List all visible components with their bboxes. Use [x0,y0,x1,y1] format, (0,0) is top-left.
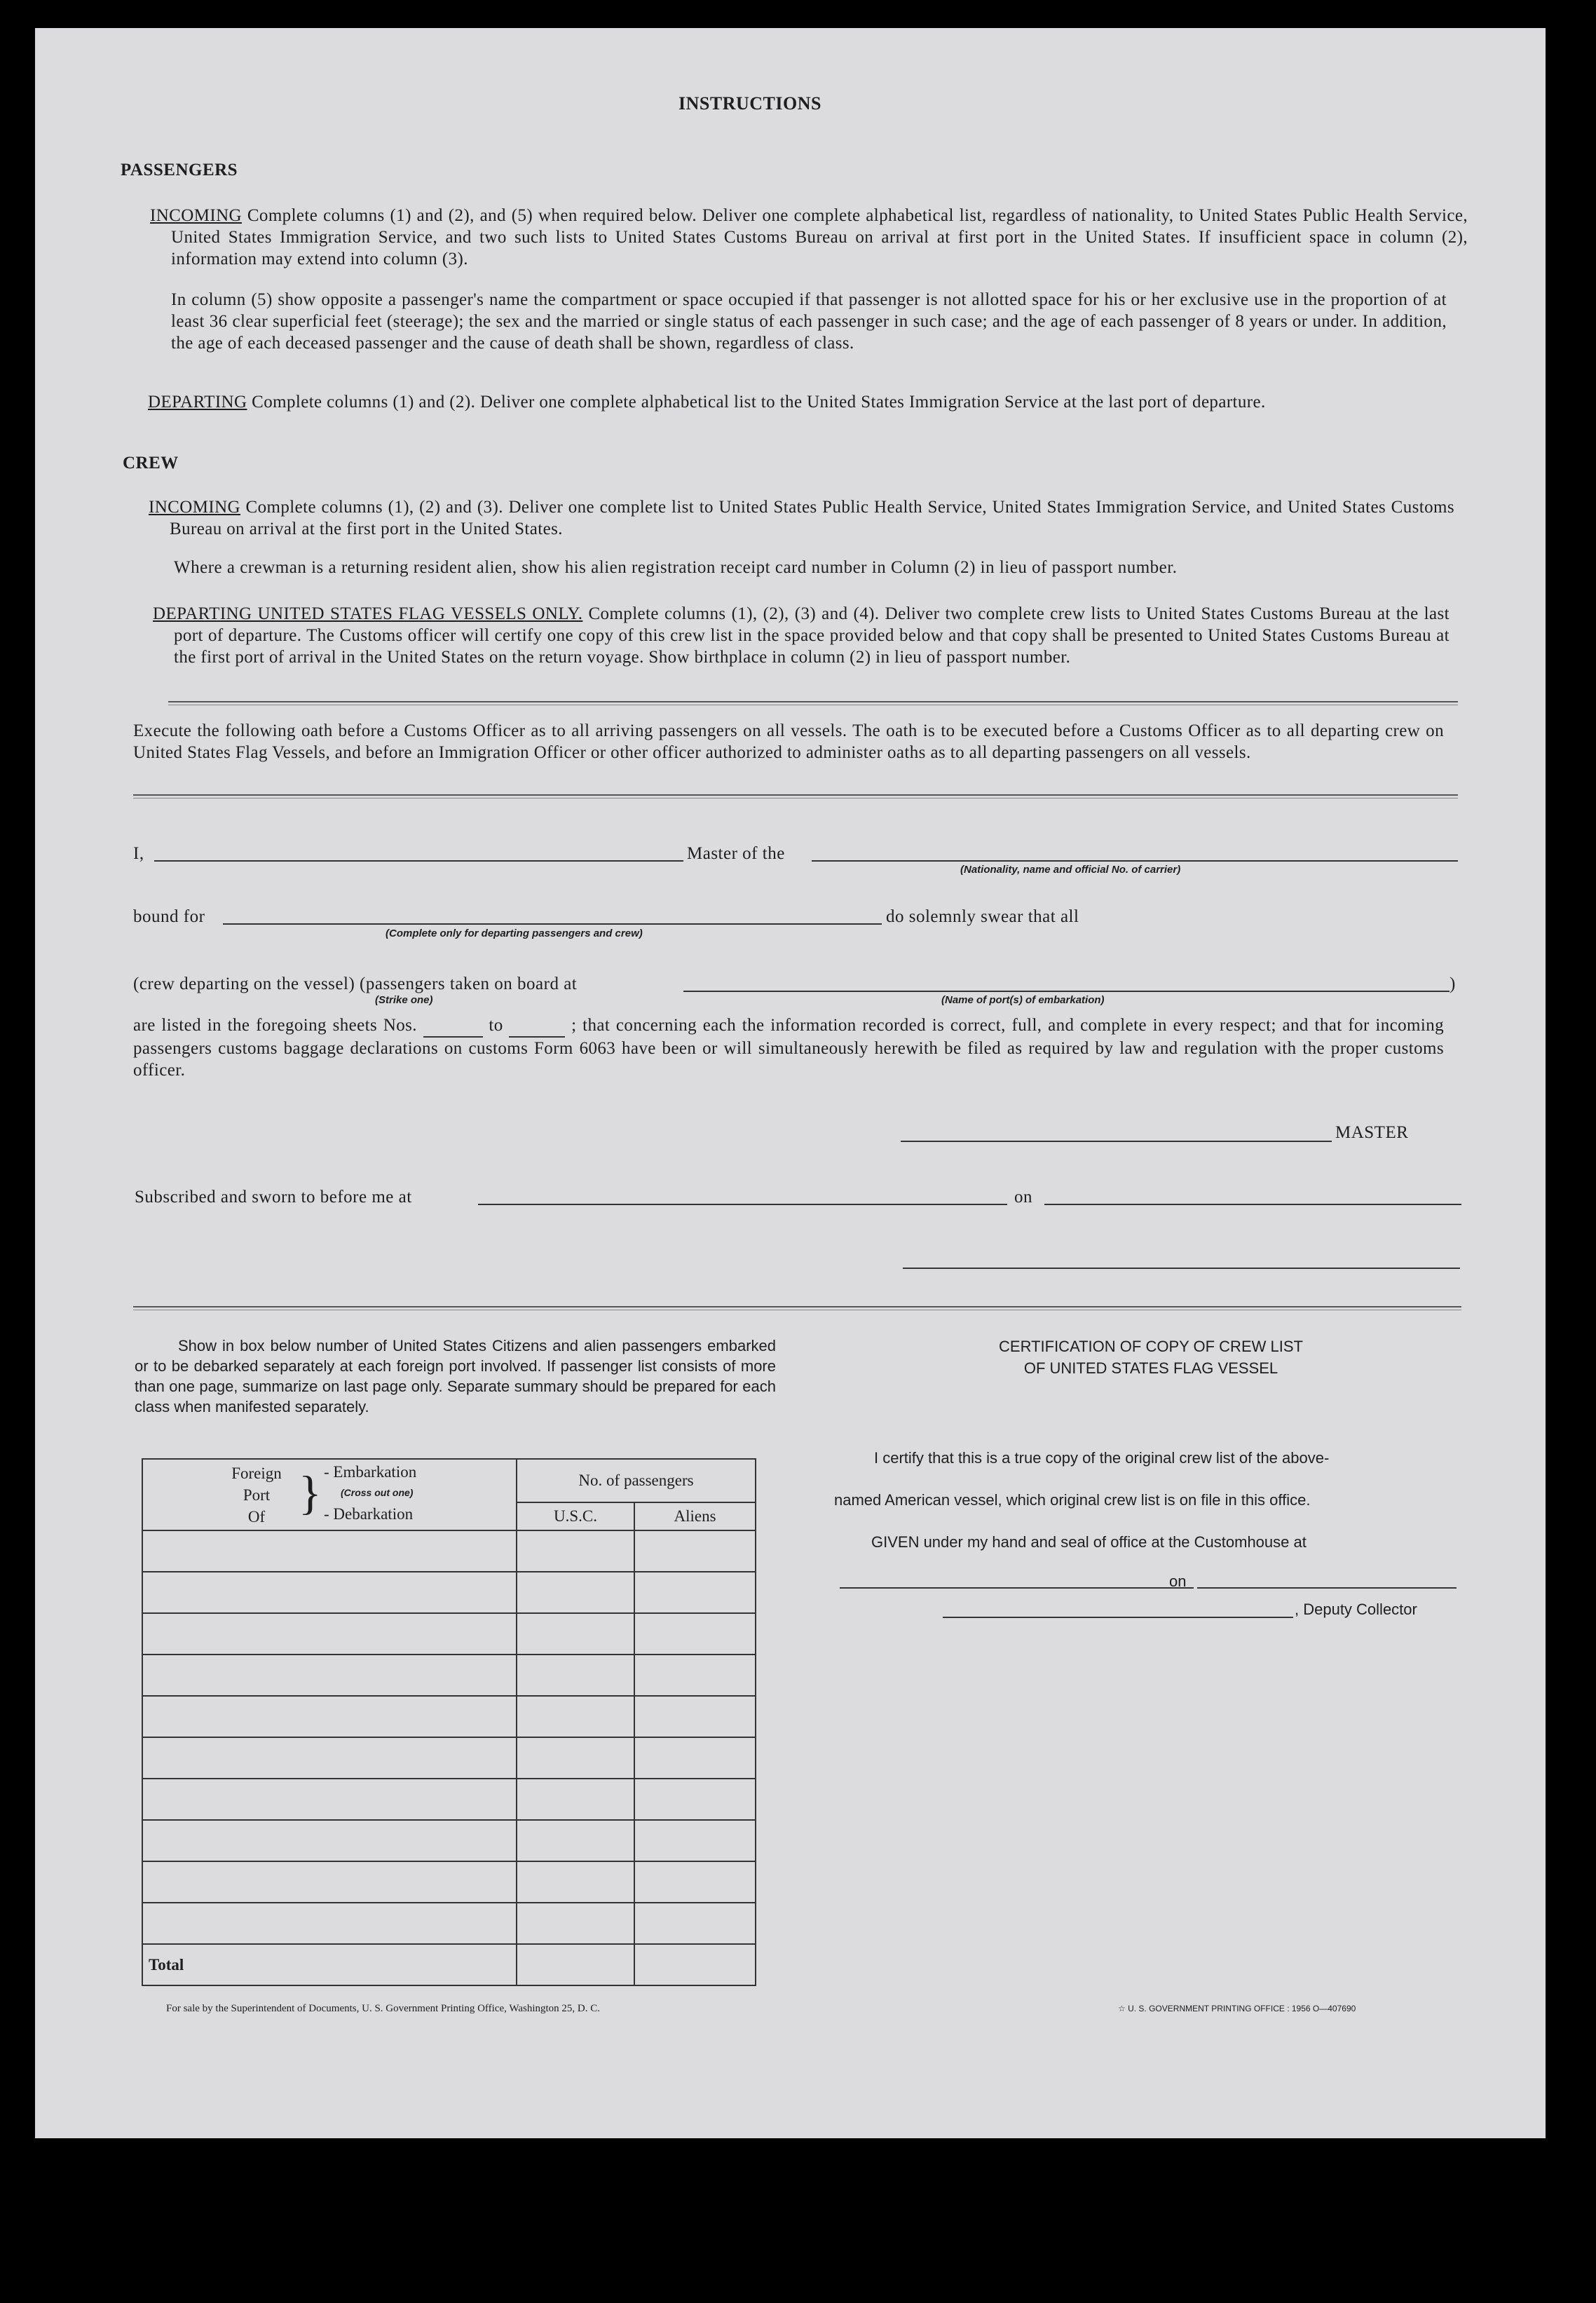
crew-returning-resident-note: Where a crewman is a returning resident alien, show his alien registration receipt card number in Column (2) in lieu of passport number. [174,558,1178,577]
usc-cell[interactable] [517,1779,634,1820]
port-cell[interactable] [142,1655,517,1696]
port-header-cell [142,1459,517,1530]
cross-out-hint: (Cross out one) [341,1487,414,1498]
aliens-cell[interactable] [634,1655,756,1696]
on-label: on [1014,1188,1032,1207]
carrier-field-hint: (Nationality, name and official No. of carrier) [960,864,1181,876]
sheets-paragraph [133,1014,1444,1081]
total-label-cell: Total [142,1944,517,1985]
usc-cell[interactable] [517,1820,634,1861]
crew-departing-paragraph [153,603,1450,668]
no-of-passengers-header: No. of passengers [517,1459,756,1502]
port-label: Port [243,1486,271,1504]
certification-on-label: on [1169,1572,1187,1590]
strike-one-hint: (Strike one) [375,994,433,1006]
passengers-departing-label: DEPARTING [148,393,247,412]
crew-departing-label: DEPARTING UNITED STATES FLAG VESSELS ONLY. [153,604,583,623]
closing-paren: ) [1450,974,1456,993]
subscribed-label: Subscribed and sworn to before me at [135,1188,412,1207]
deputy-collector-signature-field[interactable] [943,1617,1293,1618]
crew-incoming-text: Complete columns (1), (2) and (3). Deliver one complete list to United States Public Health Service, United States Immigration Service, and United States Customs Bureau on arrival at the first port in the United States. [170,498,1454,538]
usc-cell[interactable] [517,1737,634,1779]
bound-for-field[interactable] [223,923,882,925]
passengers-departing-paragraph [148,391,1468,413]
usc-cell[interactable] [517,1861,634,1903]
aliens-cell[interactable] [634,1696,756,1737]
aliens-cell[interactable] [634,1903,756,1944]
passengers-incoming-paragraph [150,205,1468,270]
aliens-total-cell[interactable] [634,1944,756,1985]
passengers-departing-text: Complete columns (1) and (2). Deliver one complete alphabetical list to the United States Immigration Service at the last port of departure. [252,393,1266,412]
sheets-text-a: are listed in the foregoing sheets Nos. [133,1016,417,1035]
sheet-to-field[interactable] [509,1014,565,1038]
aliens-cell[interactable] [634,1861,756,1903]
certification-text-b: named American vessel, which original crew list is on file in this office. [834,1491,1311,1509]
port-cell[interactable] [142,1820,517,1861]
customhouse-location-field[interactable] [840,1587,1194,1589]
crew-incoming-paragraph [149,496,1454,540]
sheet-from-field[interactable] [423,1014,483,1038]
crew-departing-text: Complete columns (1), (2), (3) and (4). Deliver two complete crew lists to United States Customs Bureau at the last port of departure. The Customs officer will certify one copy of this crew list in the space provided below and that copy shall be presented to United States Customs Bureau at the first port of arrival in the United States on the return voyage. Show birthplace in column (2) in lieu of passport number. [174,604,1450,667]
certification-heading [860,1336,1442,1379]
port-cell[interactable] [142,1737,517,1779]
oath-i-label: I, [133,844,144,863]
oath-instructions: Execute the following oath before a Customs Officer as to all arriving passengers on all vessels. The oath is to be executed before a Customs Officer as to all departing crew on United States Flag Vessels, and before an Immigration Officer or other officer authorized to administer oaths as to all departing passengers on all vessels. [133,721,1444,762]
officer-signature-field[interactable] [903,1268,1460,1269]
brace-glyph: } [299,1466,322,1519]
embarkation-port-hint: (Name of port(s) of embarkation) [941,994,1105,1006]
port-cell[interactable] [142,1530,517,1572]
certification-given: GIVEN under my hand and seal of office at the Customhouse at [871,1533,1307,1551]
embarkation-port-field[interactable] [683,991,1450,992]
certification-date-field[interactable] [1197,1587,1457,1589]
port-cell[interactable] [142,1779,517,1820]
passengers-incoming-label: INCOMING [150,206,242,225]
passengers-incoming-text: Complete columns (1) and (2), and (5) when required below. Deliver one complete alphabetical list, regardless of nationality, to United States Public Health Service, United States Immigration Service, and two such lists to United States Customs Bureau on arrival at first port in the United States. If insufficient space in column (2), information may extend into column (3). [171,206,1468,269]
certification-heading-line1: CERTIFICATION OF COPY OF CREW LIST [999,1338,1303,1355]
aliens-cell[interactable] [634,1779,756,1820]
usc-total-cell[interactable] [517,1944,634,1985]
port-cell[interactable] [142,1696,517,1737]
sworn-place-field[interactable] [478,1204,1007,1205]
passengers-column5-paragraph: In column (5) show opposite a passenger's name the compartment or space occupied if that passenger is not allotted space for his or her exclusive use in the proportion of at least 36 clear superficial feet (steerage); the sex and the married or single status of each passenger in such case; and the age of each passenger of 8 years or under. In addition, the age of each deceased passenger and the cause of death shall be shown, regardless of class. [171,290,1447,353]
debarkation-label: - Debarkation [324,1505,414,1523]
master-signature-field[interactable] [901,1141,1332,1142]
of-label: Of [247,1508,266,1526]
sheets-text-b: to [489,1016,503,1035]
crew-incoming-label: INCOMING [149,498,240,517]
section-divider [168,701,1458,705]
aliens-cell[interactable] [634,1820,756,1861]
bound-for-field-hint: (Complete only for departing passengers and crew) [386,928,643,939]
usc-cell[interactable] [517,1530,634,1572]
certification-text-a: I certify that this is a true copy of the original crew list of the above- [874,1449,1330,1467]
bound-for-label: bound for [133,907,205,926]
form-page [35,28,1546,2138]
sworn-date-field[interactable] [1044,1204,1461,1205]
carrier-field[interactable] [812,860,1458,862]
aliens-cell[interactable] [634,1737,756,1779]
foreign-label: Foreign [231,1465,282,1482]
port-cell[interactable] [142,1572,517,1613]
deputy-collector-label: , Deputy Collector [1295,1601,1417,1618]
usc-cell[interactable] [517,1655,634,1696]
usc-cell[interactable] [517,1613,634,1655]
certification-heading-line2: OF UNITED STATES FLAG VESSEL [1023,1359,1278,1377]
master-name-field[interactable] [154,860,683,862]
port-cell[interactable] [142,1613,517,1655]
port-cell[interactable] [142,1861,517,1903]
aliens-cell[interactable] [634,1530,756,1572]
section-divider [133,794,1458,799]
usc-header: U.S.C. [517,1502,634,1530]
solemnly-swear-label: do solemnly swear that all [886,907,1079,926]
usc-cell[interactable] [517,1903,634,1944]
passenger-summary-table [142,1458,756,1986]
aliens-cell[interactable] [634,1613,756,1655]
summary-instructions: Show in box below number of United States Citizens and alien passengers embarked or to be debarked separately at each foreign port involved. If passenger list consists of more than one page, summarize on last page only. Separate summary should be prepared for each class when manifested separately. [135,1337,776,1415]
usc-cell[interactable] [517,1572,634,1613]
port-cell[interactable] [142,1903,517,1944]
footer-sale-notice: For sale by the Superintendent of Documents, U. S. Government Printing Office, Washington 25, D. C. [166,2003,600,2014]
aliens-cell[interactable] [634,1572,756,1613]
aliens-header: Aliens [634,1502,756,1530]
master-label: MASTER [1335,1123,1409,1142]
section-heading-crew: CREW [123,454,179,473]
master-of-the-label: Master of the [687,844,785,863]
usc-cell[interactable] [517,1696,634,1737]
crew-passengers-label: (crew departing on the vessel) (passengers taken on board at [133,974,578,993]
section-divider [133,1306,1461,1310]
embarkation-label: - Embarkation [324,1463,417,1481]
footer-printing-office: ☆ U. S. GOVERNMENT PRINTING OFFICE : 1956 O—407690 [1118,2004,1356,2013]
section-heading-passengers: PASSENGERS [121,161,238,179]
page-title: INSTRUCTIONS [678,93,821,114]
sheets-text-c: ; that concerning each the information recorded is correct, full, and complete in every respect; and that for incoming passengers customs baggage declarations on customs Form 6063 have been or will simultaneously herewith be filed as required by law and regulation with the proper customs officer. [133,1016,1445,1080]
